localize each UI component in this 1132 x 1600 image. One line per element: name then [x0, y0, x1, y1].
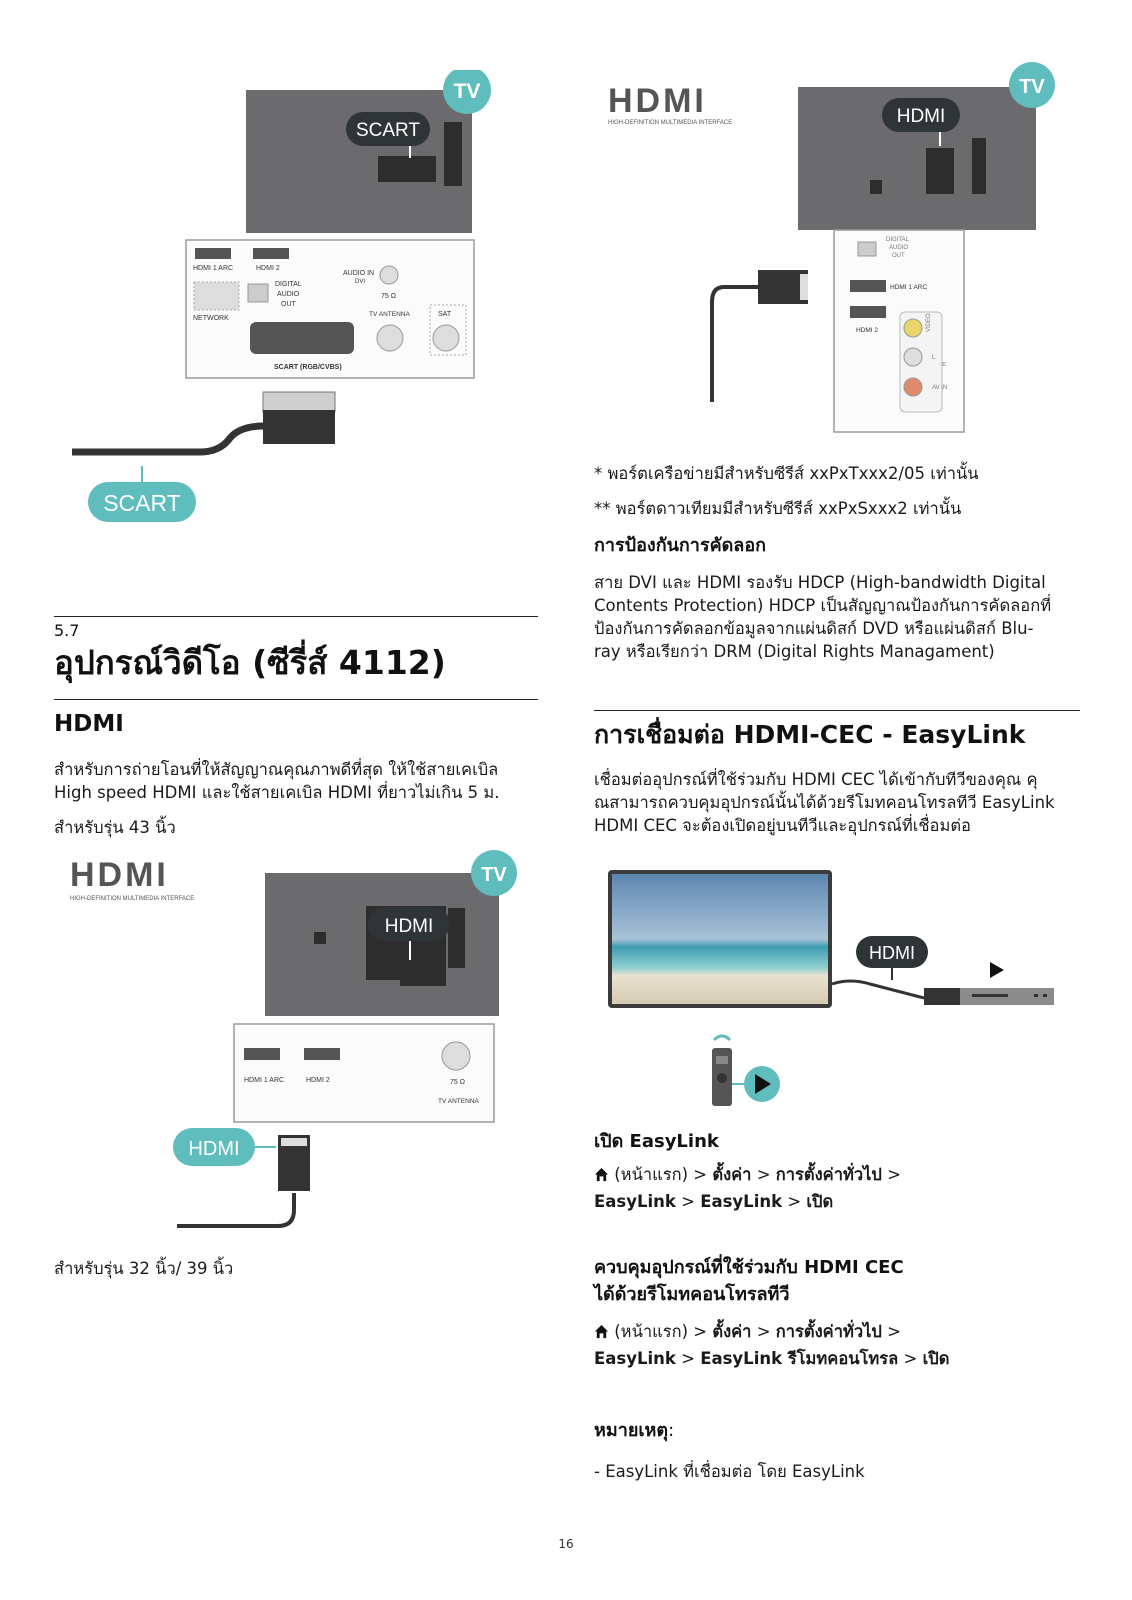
copy-protection-heading: การป้องกันการคัดลอก [594, 535, 767, 556]
cec-section-title: การเชื่อมต่อ HDMI-CEC - EasyLink [594, 720, 1026, 749]
svg-text:HIGH-DEFINITION MULTIMEDIA INT: HIGH-DEFINITION MULTIMEDIA INTERFACE [70, 896, 195, 902]
note-heading: หมายเหตุ: [594, 1420, 675, 1441]
svg-text:OUT: OUT [892, 253, 905, 259]
svg-text:TV ANTENNA: TV ANTENNA [369, 311, 410, 318]
page-number: 16 [558, 1537, 574, 1551]
hdmi-paragraph: สำหรับการถ่ายโอนที่ให้สัญญาณคุณภาพดีที่สุด ให้ใช้สายเคเบิล High speed HDMI และใช้สายเคเบิล HDMI ที่ยาวไม่เกิน 5 ม. [54, 760, 500, 802]
svg-text:AUDIO IN: AUDIO IN [343, 270, 375, 277]
control-devices-heading: ควบคุมอุปกรณ์ที่ใช้ร่วมกับ HDMI CEC ได้ด้วยรีโมทคอนโทรลทีวี [594, 1257, 904, 1305]
hdmi-logo: HDMI [608, 82, 707, 120]
svg-text:HIGH-DEFINITION MULTIMEDIA INT: HIGH-DEFINITION MULTIMEDIA INTERFACE [608, 120, 733, 126]
copy-protection-paragraph: สาย DVI และ HDMI รองรับ HDCP (High-bandwidth Digital Contents Protection) HDCP เป็นสัญญาณป้องกันการคัดลอกที่ ป้องกันการคัดลอกข้อมูลจากแผ่นดิสก์ DVD หรือแผ่นดิสก์ Blu- ray หรือเรียกว่า DRM (Digital Rights Managament) [594, 573, 1052, 661]
svg-text:TV ANTENNA: TV ANTENNA [438, 1098, 479, 1105]
scart-port-callout: SCART [355, 120, 421, 141]
svg-text:L: L [932, 355, 936, 361]
note-network-port: * พอร์ตเครือข่ายมีสำหรับซีรีส์ xxPxTxxx2/05 เท่านั้น [594, 464, 979, 483]
svg-text:HDMI 1 ARC: HDMI 1 ARC [244, 1077, 285, 1084]
svg-text:AUDIO: AUDIO [889, 245, 909, 251]
section-number: 5.7 [54, 621, 80, 640]
svg-text:R: R [942, 361, 948, 366]
hdmi-logo: HDMI [70, 856, 169, 894]
svg-text:SAT: SAT [438, 311, 452, 318]
svg-text:75 Ω: 75 Ω [450, 1079, 465, 1086]
easylink-path-1: (หน้าแรก) > ตั้งค่า > การตั้งค่าทั่วไป > EasyLink > EasyLink > เปิด [594, 1165, 901, 1211]
hdmi-cable-label: HDMI [188, 1138, 240, 1160]
section-rule-bottom [54, 699, 538, 700]
tv-back-shape [246, 90, 472, 233]
note-line: - EasyLink ที่เชื่อมต่อ โดย EasyLink [594, 1462, 865, 1481]
hdmi-port-callout: HDMI [896, 106, 946, 127]
svg-text:HDMI 2: HDMI 2 [856, 327, 879, 334]
easylink-hdmi-callout: HDMI [869, 943, 915, 963]
svg-text:DVI: DVI [355, 279, 366, 285]
section-rule-top [54, 616, 538, 617]
easylink-path-2: (หน้าแรก) > ตั้งค่า > การตั้งค่าทั่วไป > EasyLink > EasyLink รีโมทคอนโทรล > เปิด [594, 1322, 950, 1368]
svg-text:OUT: OUT [281, 301, 296, 308]
svg-text:AV IN: AV IN [932, 385, 948, 391]
open-easylink-heading: เปิด EasyLink [594, 1131, 719, 1152]
tv-badge: TV [1019, 76, 1045, 98]
svg-text:VIDEO: VIDEO [926, 313, 932, 332]
cec-section-rule [594, 710, 1080, 711]
panel-label-hdmi1: HDMI 1 ARC [193, 265, 234, 272]
svg-text:DIGITAL: DIGITAL [275, 281, 302, 288]
svg-text:HDMI 2: HDMI 2 [306, 1077, 330, 1084]
easylink-illustration [600, 866, 1070, 1106]
scart-cable-label: SCART [103, 490, 181, 516]
hdmi-port-callout: HDMI [384, 916, 434, 937]
hdmi-top-illustration [600, 62, 1060, 442]
svg-text:75 Ω: 75 Ω [381, 293, 396, 300]
tv-badge: TV [453, 80, 481, 103]
tv-badge: TV [481, 864, 507, 886]
cec-paragraph: เชื่อมต่ออุปกรณ์ที่ใช้ร่วมกับ HDMI CEC ได้เข้ากับทีวีของคุณ คุ ณสามารถควบคุมอุปกรณ์นั้นได้ด้วยรีโมทคอนโทรลทีวี EasyLink HDMI CEC จะต้องเปิดอยู่บนทีวีและอุปกรณ์ที่เชื่อมต่อ [594, 770, 1055, 835]
model-43-label: สำหรับรุ่น 43 นิ้ว [54, 818, 176, 837]
svg-text:SCART (RGB/CVBS): SCART (RGB/CVBS) [274, 364, 342, 371]
svg-text:DIGITAL: DIGITAL [886, 237, 909, 243]
home-icon [594, 1165, 609, 1188]
hdmi-43-illustration [60, 850, 520, 1230]
svg-text:AUDIO: AUDIO [277, 291, 300, 298]
model-32-39-label: สำหรับรุ่น 32 นิ้ว/ 39 นิ้ว [54, 1259, 234, 1278]
home-icon [594, 1322, 609, 1345]
scart-illustration [60, 70, 510, 540]
note-satellite-port: ** พอร์ตดาวเทียมมีสำหรับซีรีส์ xxPxSxxx2 เท่านั้น [594, 499, 962, 518]
section-title: อุปกรณ์วิดีโอ (ซีรี่ส์ 4112) [54, 643, 446, 682]
svg-text:NETWORK: NETWORK [193, 315, 229, 322]
hdmi-subheading: HDMI [54, 711, 124, 737]
panel-label-hdmi2: HDMI 2 [256, 265, 280, 272]
svg-text:HDMI 1 ARC: HDMI 1 ARC [890, 284, 928, 291]
